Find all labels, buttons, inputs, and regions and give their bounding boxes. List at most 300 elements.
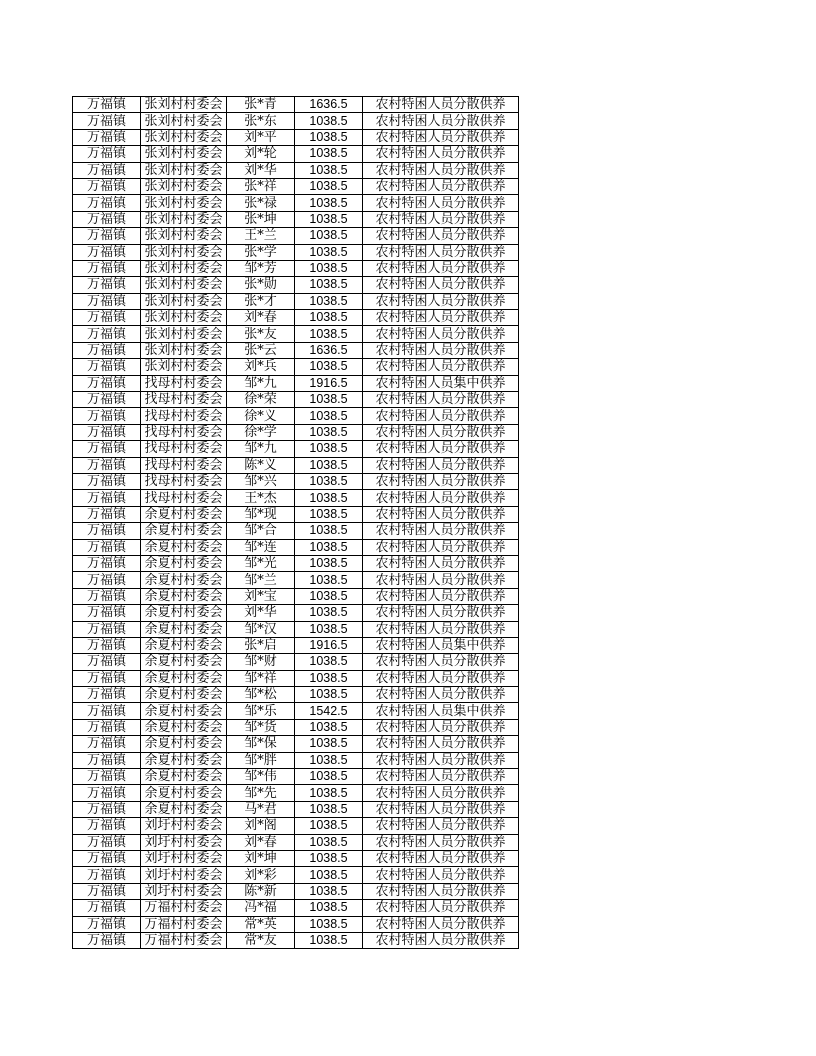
town-cell: 万福镇 <box>73 752 141 768</box>
table-row <box>73 818 519 834</box>
amount-cell: 1038.5 <box>295 670 363 686</box>
person-name-cell: 邹*兴 <box>227 473 295 489</box>
amount-cell: 1916.5 <box>295 375 363 391</box>
amount-cell: 1038.5 <box>295 473 363 489</box>
support-type-cell: 农村特困人员分散供养 <box>363 867 519 883</box>
person-name-cell: 张*才 <box>227 293 295 309</box>
support-type-cell: 农村特困人员分散供养 <box>363 818 519 834</box>
village-committee-cell: 余夏村村委会 <box>141 523 227 539</box>
village-committee-cell: 余夏村村委会 <box>141 539 227 555</box>
amount-cell: 1038.5 <box>295 228 363 244</box>
town-cell: 万福镇 <box>73 736 141 752</box>
support-type-cell: 农村特困人员分散供养 <box>363 162 519 178</box>
town-cell: 万福镇 <box>73 769 141 785</box>
support-type-cell: 农村特困人员分散供养 <box>363 801 519 817</box>
amount-cell: 1038.5 <box>295 834 363 850</box>
amount-cell: 1038.5 <box>295 523 363 539</box>
amount-cell: 1038.5 <box>295 736 363 752</box>
town-cell: 万福镇 <box>73 277 141 293</box>
amount-cell: 1038.5 <box>295 178 363 194</box>
town-cell: 万福镇 <box>73 523 141 539</box>
table-row <box>73 654 519 670</box>
amount-cell: 1038.5 <box>295 621 363 637</box>
table-row <box>73 605 519 621</box>
person-name-cell: 刘*平 <box>227 129 295 145</box>
village-committee-cell: 余夏村村委会 <box>141 703 227 719</box>
village-committee-cell: 余夏村村委会 <box>141 572 227 588</box>
town-cell: 万福镇 <box>73 605 141 621</box>
table-row <box>73 572 519 588</box>
town-cell: 万福镇 <box>73 342 141 358</box>
village-committee-cell: 余夏村村委会 <box>141 769 227 785</box>
support-type-cell: 农村特困人员分散供养 <box>363 310 519 326</box>
person-name-cell: 张*勋 <box>227 277 295 293</box>
village-committee-cell: 找母村村委会 <box>141 490 227 506</box>
table-row <box>73 211 519 227</box>
person-name-cell: 刘*宝 <box>227 588 295 604</box>
village-committee-cell: 余夏村村委会 <box>141 801 227 817</box>
table-row <box>73 834 519 850</box>
village-committee-cell: 余夏村村委会 <box>141 506 227 522</box>
table-row <box>73 621 519 637</box>
support-type-cell: 农村特困人员分散供养 <box>363 719 519 735</box>
person-name-cell: 张*启 <box>227 637 295 653</box>
support-type-cell: 农村特困人员分散供养 <box>363 178 519 194</box>
table-row <box>73 523 519 539</box>
town-cell: 万福镇 <box>73 621 141 637</box>
table-row <box>73 752 519 768</box>
village-committee-cell: 找母村村委会 <box>141 375 227 391</box>
amount-cell: 1038.5 <box>295 785 363 801</box>
village-committee-cell: 余夏村村委会 <box>141 670 227 686</box>
town-cell: 万福镇 <box>73 801 141 817</box>
person-name-cell: 邹*现 <box>227 506 295 522</box>
person-name-cell: 邹*连 <box>227 539 295 555</box>
table-row <box>73 932 519 948</box>
village-committee-cell: 张刘村村委会 <box>141 146 227 162</box>
amount-cell: 1038.5 <box>295 310 363 326</box>
table-row <box>73 424 519 440</box>
relief-roster-table <box>72 96 519 949</box>
town-cell: 万福镇 <box>73 293 141 309</box>
table-row <box>73 457 519 473</box>
person-name-cell: 王*兰 <box>227 228 295 244</box>
support-type-cell: 农村特困人员分散供养 <box>363 457 519 473</box>
town-cell: 万福镇 <box>73 637 141 653</box>
person-name-cell: 邹*兰 <box>227 572 295 588</box>
table-row <box>73 392 519 408</box>
village-committee-cell: 张刘村村委会 <box>141 228 227 244</box>
support-type-cell: 农村特困人员分散供养 <box>363 687 519 703</box>
amount-cell: 1038.5 <box>295 801 363 817</box>
person-name-cell: 邹*胖 <box>227 752 295 768</box>
support-type-cell: 农村特困人员分散供养 <box>363 752 519 768</box>
support-type-cell: 农村特困人员分散供养 <box>363 113 519 129</box>
town-cell: 万福镇 <box>73 867 141 883</box>
amount-cell: 1038.5 <box>295 687 363 703</box>
town-cell: 万福镇 <box>73 490 141 506</box>
amount-cell: 1038.5 <box>295 490 363 506</box>
village-committee-cell: 张刘村村委会 <box>141 244 227 260</box>
support-type-cell: 农村特困人员分散供养 <box>363 473 519 489</box>
person-name-cell: 张*学 <box>227 244 295 260</box>
person-name-cell: 刘*轮 <box>227 146 295 162</box>
amount-cell: 1038.5 <box>295 588 363 604</box>
table-row <box>73 129 519 145</box>
table-row <box>73 113 519 129</box>
village-committee-cell: 余夏村村委会 <box>141 687 227 703</box>
support-type-cell: 农村特困人员分散供养 <box>363 441 519 457</box>
town-cell: 万福镇 <box>73 555 141 571</box>
support-type-cell: 农村特困人员分散供养 <box>363 900 519 916</box>
town-cell: 万福镇 <box>73 932 141 948</box>
support-type-cell: 农村特困人员分散供养 <box>363 621 519 637</box>
person-name-cell: 刘*坤 <box>227 850 295 866</box>
support-type-cell: 农村特困人员分散供养 <box>363 588 519 604</box>
village-committee-cell: 刘圩村村委会 <box>141 850 227 866</box>
town-cell: 万福镇 <box>73 850 141 866</box>
village-committee-cell: 刘圩村村委会 <box>141 883 227 899</box>
village-committee-cell: 余夏村村委会 <box>141 752 227 768</box>
person-name-cell: 邹*芳 <box>227 260 295 276</box>
town-cell: 万福镇 <box>73 900 141 916</box>
person-name-cell: 冯*福 <box>227 900 295 916</box>
amount-cell: 1038.5 <box>295 129 363 145</box>
town-cell: 万福镇 <box>73 146 141 162</box>
amount-cell: 1038.5 <box>295 867 363 883</box>
amount-cell: 1038.5 <box>295 359 363 375</box>
support-type-cell: 农村特困人员分散供养 <box>363 211 519 227</box>
village-committee-cell: 找母村村委会 <box>141 457 227 473</box>
town-cell: 万福镇 <box>73 392 141 408</box>
support-type-cell: 农村特困人员分散供养 <box>363 605 519 621</box>
support-type-cell: 农村特困人员分散供养 <box>363 342 519 358</box>
town-cell: 万福镇 <box>73 326 141 342</box>
person-name-cell: 刘*春 <box>227 834 295 850</box>
support-type-cell: 农村特困人员分散供养 <box>363 228 519 244</box>
support-type-cell: 农村特困人员分散供养 <box>363 883 519 899</box>
person-name-cell: 张*友 <box>227 326 295 342</box>
table-row <box>73 637 519 653</box>
amount-cell: 1038.5 <box>295 457 363 473</box>
support-type-cell: 农村特困人员分散供养 <box>363 146 519 162</box>
support-type-cell: 农村特困人员分散供养 <box>363 244 519 260</box>
town-cell: 万福镇 <box>73 441 141 457</box>
person-name-cell: 邹*保 <box>227 736 295 752</box>
village-committee-cell: 找母村村委会 <box>141 441 227 457</box>
person-name-cell: 邹*九 <box>227 375 295 391</box>
amount-cell: 1038.5 <box>295 211 363 227</box>
village-committee-cell: 张刘村村委会 <box>141 260 227 276</box>
amount-cell: 1038.5 <box>295 293 363 309</box>
support-type-cell: 农村特困人员分散供养 <box>363 850 519 866</box>
table-row <box>73 293 519 309</box>
town-cell: 万福镇 <box>73 97 141 113</box>
village-committee-cell: 余夏村村委会 <box>141 555 227 571</box>
table-row <box>73 97 519 113</box>
village-committee-cell: 万福村村委会 <box>141 916 227 932</box>
town-cell: 万福镇 <box>73 178 141 194</box>
amount-cell: 1038.5 <box>295 654 363 670</box>
person-name-cell: 刘*兵 <box>227 359 295 375</box>
amount-cell: 1038.5 <box>295 244 363 260</box>
table-row <box>73 785 519 801</box>
town-cell: 万福镇 <box>73 211 141 227</box>
support-type-cell: 农村特困人员分散供养 <box>363 834 519 850</box>
table-row <box>73 769 519 785</box>
person-name-cell: 邹*光 <box>227 555 295 571</box>
village-committee-cell: 余夏村村委会 <box>141 588 227 604</box>
person-name-cell: 马*君 <box>227 801 295 817</box>
village-committee-cell: 张刘村村委会 <box>141 129 227 145</box>
town-cell: 万福镇 <box>73 424 141 440</box>
support-type-cell: 农村特困人员分散供养 <box>363 293 519 309</box>
person-name-cell: 常*英 <box>227 916 295 932</box>
amount-cell: 1038.5 <box>295 883 363 899</box>
table-row <box>73 916 519 932</box>
table-row <box>73 408 519 424</box>
support-type-cell: 农村特困人员分散供养 <box>363 97 519 113</box>
town-cell: 万福镇 <box>73 506 141 522</box>
person-name-cell: 刘*春 <box>227 310 295 326</box>
amount-cell: 1038.5 <box>295 539 363 555</box>
table-row <box>73 375 519 391</box>
village-committee-cell: 张刘村村委会 <box>141 211 227 227</box>
support-type-cell: 农村特困人员分散供养 <box>363 523 519 539</box>
person-name-cell: 邹*货 <box>227 719 295 735</box>
person-name-cell: 邹*松 <box>227 687 295 703</box>
village-committee-cell: 张刘村村委会 <box>141 359 227 375</box>
support-type-cell: 农村特困人员分散供养 <box>363 555 519 571</box>
support-type-cell: 农村特困人员分散供养 <box>363 539 519 555</box>
person-name-cell: 刘*彩 <box>227 867 295 883</box>
table-row <box>73 883 519 899</box>
amount-cell: 1038.5 <box>295 572 363 588</box>
village-committee-cell: 张刘村村委会 <box>141 162 227 178</box>
village-committee-cell: 余夏村村委会 <box>141 785 227 801</box>
table-row <box>73 178 519 194</box>
town-cell: 万福镇 <box>73 162 141 178</box>
table-row <box>73 801 519 817</box>
person-name-cell: 张*青 <box>227 97 295 113</box>
table-row <box>73 555 519 571</box>
person-name-cell: 张*祥 <box>227 178 295 194</box>
person-name-cell: 徐*义 <box>227 408 295 424</box>
town-cell: 万福镇 <box>73 670 141 686</box>
village-committee-cell: 张刘村村委会 <box>141 293 227 309</box>
village-committee-cell: 刘圩村村委会 <box>141 867 227 883</box>
person-name-cell: 邹*汉 <box>227 621 295 637</box>
village-committee-cell: 找母村村委会 <box>141 473 227 489</box>
amount-cell: 1038.5 <box>295 260 363 276</box>
support-type-cell: 农村特困人员分散供养 <box>363 769 519 785</box>
village-committee-cell: 找母村村委会 <box>141 392 227 408</box>
table-row <box>73 670 519 686</box>
amount-cell: 1038.5 <box>295 441 363 457</box>
town-cell: 万福镇 <box>73 883 141 899</box>
person-name-cell: 张*东 <box>227 113 295 129</box>
village-committee-cell: 余夏村村委会 <box>141 605 227 621</box>
amount-cell: 1636.5 <box>295 342 363 358</box>
village-committee-cell: 余夏村村委会 <box>141 654 227 670</box>
amount-cell: 1038.5 <box>295 408 363 424</box>
table-row <box>73 277 519 293</box>
amount-cell: 1038.5 <box>295 850 363 866</box>
table-row <box>73 342 519 358</box>
support-type-cell: 农村特困人员分散供养 <box>363 572 519 588</box>
person-name-cell: 刘*华 <box>227 162 295 178</box>
town-cell: 万福镇 <box>73 457 141 473</box>
table-row <box>73 539 519 555</box>
person-name-cell: 邹*伟 <box>227 769 295 785</box>
support-type-cell: 农村特困人员分散供养 <box>363 932 519 948</box>
table-row <box>73 162 519 178</box>
amount-cell: 1038.5 <box>295 146 363 162</box>
amount-cell: 1038.5 <box>295 424 363 440</box>
village-committee-cell: 万福村村委会 <box>141 932 227 948</box>
amount-cell: 1916.5 <box>295 637 363 653</box>
table-row <box>73 195 519 211</box>
town-cell: 万福镇 <box>73 703 141 719</box>
person-name-cell: 张*坤 <box>227 211 295 227</box>
town-cell: 万福镇 <box>73 539 141 555</box>
support-type-cell: 农村特困人员分散供养 <box>363 424 519 440</box>
town-cell: 万福镇 <box>73 572 141 588</box>
person-name-cell: 徐*荣 <box>227 392 295 408</box>
table-row <box>73 900 519 916</box>
person-name-cell: 徐*学 <box>227 424 295 440</box>
amount-cell: 1038.5 <box>295 916 363 932</box>
town-cell: 万福镇 <box>73 785 141 801</box>
support-type-cell: 农村特困人员分散供养 <box>363 408 519 424</box>
table-row <box>73 359 519 375</box>
person-name-cell: 邹*合 <box>227 523 295 539</box>
town-cell: 万福镇 <box>73 408 141 424</box>
table-row <box>73 310 519 326</box>
support-type-cell: 农村特困人员分散供养 <box>363 785 519 801</box>
town-cell: 万福镇 <box>73 228 141 244</box>
support-type-cell: 农村特困人员集中供养 <box>363 637 519 653</box>
person-name-cell: 陈*新 <box>227 883 295 899</box>
support-type-cell: 农村特困人员分散供养 <box>363 670 519 686</box>
table-row <box>73 146 519 162</box>
table-row <box>73 244 519 260</box>
table-row <box>73 260 519 276</box>
town-cell: 万福镇 <box>73 687 141 703</box>
town-cell: 万福镇 <box>73 359 141 375</box>
table-row <box>73 506 519 522</box>
table-row <box>73 490 519 506</box>
person-name-cell: 邹*乐 <box>227 703 295 719</box>
support-type-cell: 农村特困人员集中供养 <box>363 703 519 719</box>
village-committee-cell: 张刘村村委会 <box>141 113 227 129</box>
town-cell: 万福镇 <box>73 719 141 735</box>
support-type-cell: 农村特困人员分散供养 <box>363 195 519 211</box>
amount-cell: 1038.5 <box>295 752 363 768</box>
table-body <box>73 97 519 949</box>
support-type-cell: 农村特困人员分散供养 <box>363 326 519 342</box>
support-type-cell: 农村特困人员分散供养 <box>363 392 519 408</box>
village-committee-cell: 张刘村村委会 <box>141 310 227 326</box>
town-cell: 万福镇 <box>73 375 141 391</box>
amount-cell: 1038.5 <box>295 162 363 178</box>
town-cell: 万福镇 <box>73 818 141 834</box>
village-committee-cell: 张刘村村委会 <box>141 342 227 358</box>
support-type-cell: 农村特困人员分散供养 <box>363 916 519 932</box>
town-cell: 万福镇 <box>73 654 141 670</box>
support-type-cell: 农村特困人员分散供养 <box>363 490 519 506</box>
village-committee-cell: 张刘村村委会 <box>141 195 227 211</box>
village-committee-cell: 余夏村村委会 <box>141 621 227 637</box>
amount-cell: 1038.5 <box>295 605 363 621</box>
village-committee-cell: 余夏村村委会 <box>141 719 227 735</box>
table-row <box>73 588 519 604</box>
village-committee-cell: 张刘村村委会 <box>141 326 227 342</box>
person-name-cell: 邹*财 <box>227 654 295 670</box>
person-name-cell: 邹*九 <box>227 441 295 457</box>
support-type-cell: 农村特困人员分散供养 <box>363 736 519 752</box>
person-name-cell: 邹*祥 <box>227 670 295 686</box>
table-row <box>73 719 519 735</box>
town-cell: 万福镇 <box>73 260 141 276</box>
town-cell: 万福镇 <box>73 473 141 489</box>
table-row <box>73 441 519 457</box>
table-row <box>73 326 519 342</box>
amount-cell: 1038.5 <box>295 818 363 834</box>
amount-cell: 1038.5 <box>295 195 363 211</box>
person-name-cell: 王*杰 <box>227 490 295 506</box>
town-cell: 万福镇 <box>73 129 141 145</box>
village-committee-cell: 刘圩村村委会 <box>141 818 227 834</box>
support-type-cell: 农村特困人员分散供养 <box>363 277 519 293</box>
support-type-cell: 农村特困人员分散供养 <box>363 129 519 145</box>
person-name-cell: 张*云 <box>227 342 295 358</box>
table-row <box>73 687 519 703</box>
support-type-cell: 农村特困人员分散供养 <box>363 359 519 375</box>
amount-cell: 1038.5 <box>295 769 363 785</box>
support-type-cell: 农村特困人员分散供养 <box>363 506 519 522</box>
person-name-cell: 邹*先 <box>227 785 295 801</box>
amount-cell: 1038.5 <box>295 932 363 948</box>
person-name-cell: 刘*阁 <box>227 818 295 834</box>
person-name-cell: 陈*义 <box>227 457 295 473</box>
town-cell: 万福镇 <box>73 588 141 604</box>
village-committee-cell: 张刘村村委会 <box>141 97 227 113</box>
amount-cell: 1038.5 <box>295 719 363 735</box>
person-name-cell: 张*禄 <box>227 195 295 211</box>
amount-cell: 1038.5 <box>295 326 363 342</box>
town-cell: 万福镇 <box>73 113 141 129</box>
amount-cell: 1038.5 <box>295 113 363 129</box>
amount-cell: 1038.5 <box>295 506 363 522</box>
amount-cell: 1038.5 <box>295 392 363 408</box>
village-committee-cell: 找母村村委会 <box>141 408 227 424</box>
village-committee-cell: 张刘村村委会 <box>141 277 227 293</box>
table-row <box>73 703 519 719</box>
table-row <box>73 850 519 866</box>
amount-cell: 1038.5 <box>295 555 363 571</box>
town-cell: 万福镇 <box>73 244 141 260</box>
support-type-cell: 农村特困人员分散供养 <box>363 260 519 276</box>
table-row <box>73 473 519 489</box>
support-type-cell: 农村特困人员分散供养 <box>363 654 519 670</box>
support-type-cell: 农村特困人员集中供养 <box>363 375 519 391</box>
village-committee-cell: 余夏村村委会 <box>141 637 227 653</box>
town-cell: 万福镇 <box>73 916 141 932</box>
village-committee-cell: 张刘村村委会 <box>141 178 227 194</box>
amount-cell: 1038.5 <box>295 277 363 293</box>
table-row <box>73 736 519 752</box>
